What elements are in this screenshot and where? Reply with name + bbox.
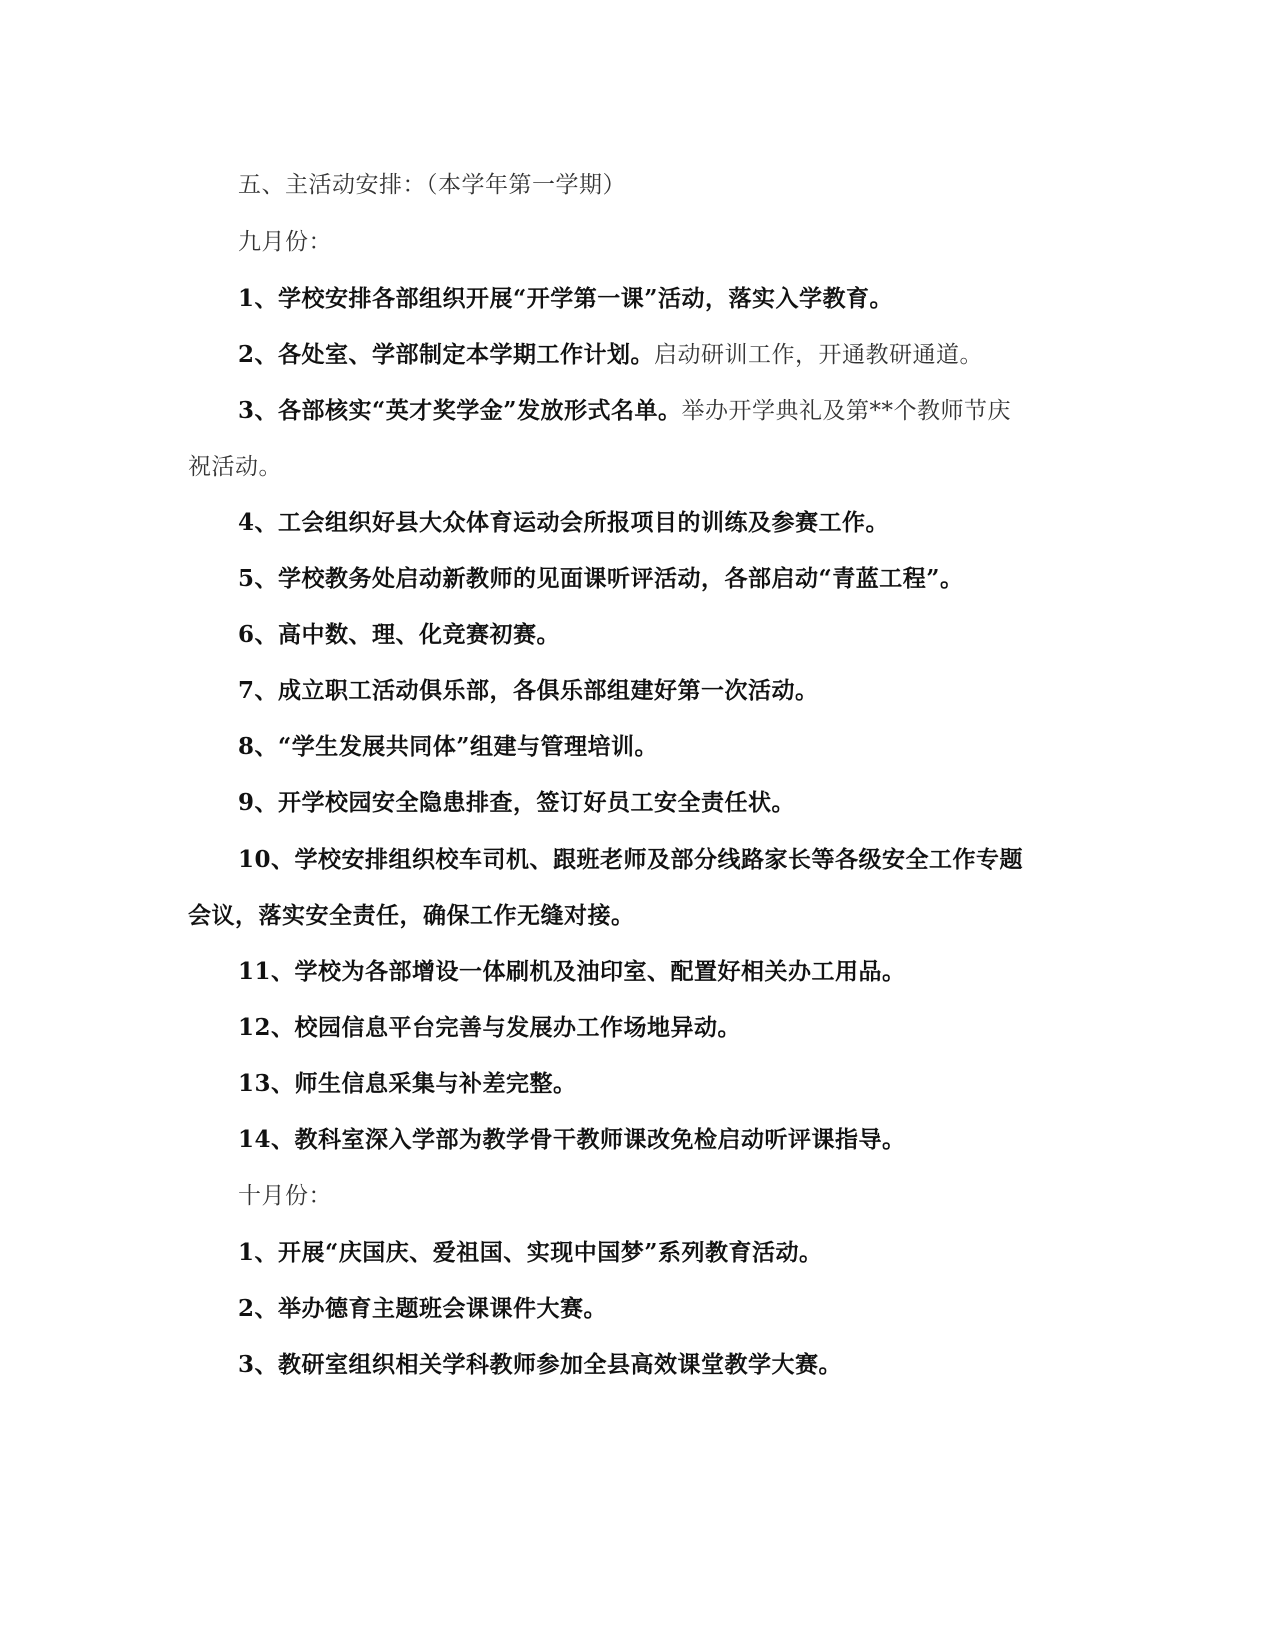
list-item: 14、教科室深入学部为教学骨干教师课改免检启动听评课指导。 (238, 1126, 906, 1153)
list-item: 5、学校教务处启动新教师的见面课听评活动，各部启动“青蓝工程”。 (238, 565, 964, 592)
list-item: 3、教研室组织相关学科教师参加全县高效课堂教学大赛。 (238, 1351, 843, 1378)
list-item: 10、学校安排组织校车司机、跟班老师及部分线路家长等各级安全工作专题 (238, 846, 1024, 873)
list-item: 13、师生信息采集与补差完整。 (238, 1070, 577, 1097)
list-item (238, 340, 983, 370)
list-item-continuation: 会议，落实安全责任，确保工作无缝对接。 (188, 902, 635, 929)
list-item: 9、开学校园安全隐患排查，签订好员工安全责任状。 (238, 789, 796, 816)
list-item-continuation: 祝活动。 (188, 454, 282, 480)
list-item: 7、成立职工活动俱乐部，各俱乐部组建好第一次活动。 (238, 677, 819, 704)
list-item: 2、举办德育主题班会课课件大赛。 (238, 1295, 608, 1322)
section-heading: 五、主活动安排：（本学年第一学期） (238, 172, 626, 198)
month-label-october: 十月份： (238, 1183, 332, 1209)
list-item (238, 284, 893, 314)
item-text: 3、各部核实“英才奖学金”发放形式名单。 (238, 397, 682, 424)
list-item: 1、开展“庆国庆、爱祖国、实现中国梦”系列教育活动。 (238, 1239, 823, 1266)
list-item (238, 396, 1011, 426)
list-item: 6、高中数、理、化竞赛初赛。 (238, 621, 561, 648)
list-item: 4、工会组织好县大众体育运动会所报项目的训练及参赛工作。 (238, 509, 890, 536)
item-text-normal: 举办开学典礼及第**个教师节庆 (681, 398, 1011, 424)
list-item: 11、学校为各部增设一体刷机及油印室、配置好相关办工用品。 (238, 958, 906, 985)
item-text: 2、各处室、学部制定本学期工作计划。 (238, 341, 655, 368)
list-item: 8、“学生发展共同体”组建与管理培训。 (238, 733, 658, 760)
item-text: 1、学校安排各部组织开展“开学第一课”活动，落实入学教育。 (238, 285, 893, 312)
list-item: 12、校园信息平台完善与发展办工作场地异动。 (238, 1014, 742, 1041)
item-text-normal: 启动研训工作，开通教研通道。 (654, 342, 984, 368)
month-label-september: 九月份： (238, 229, 332, 255)
